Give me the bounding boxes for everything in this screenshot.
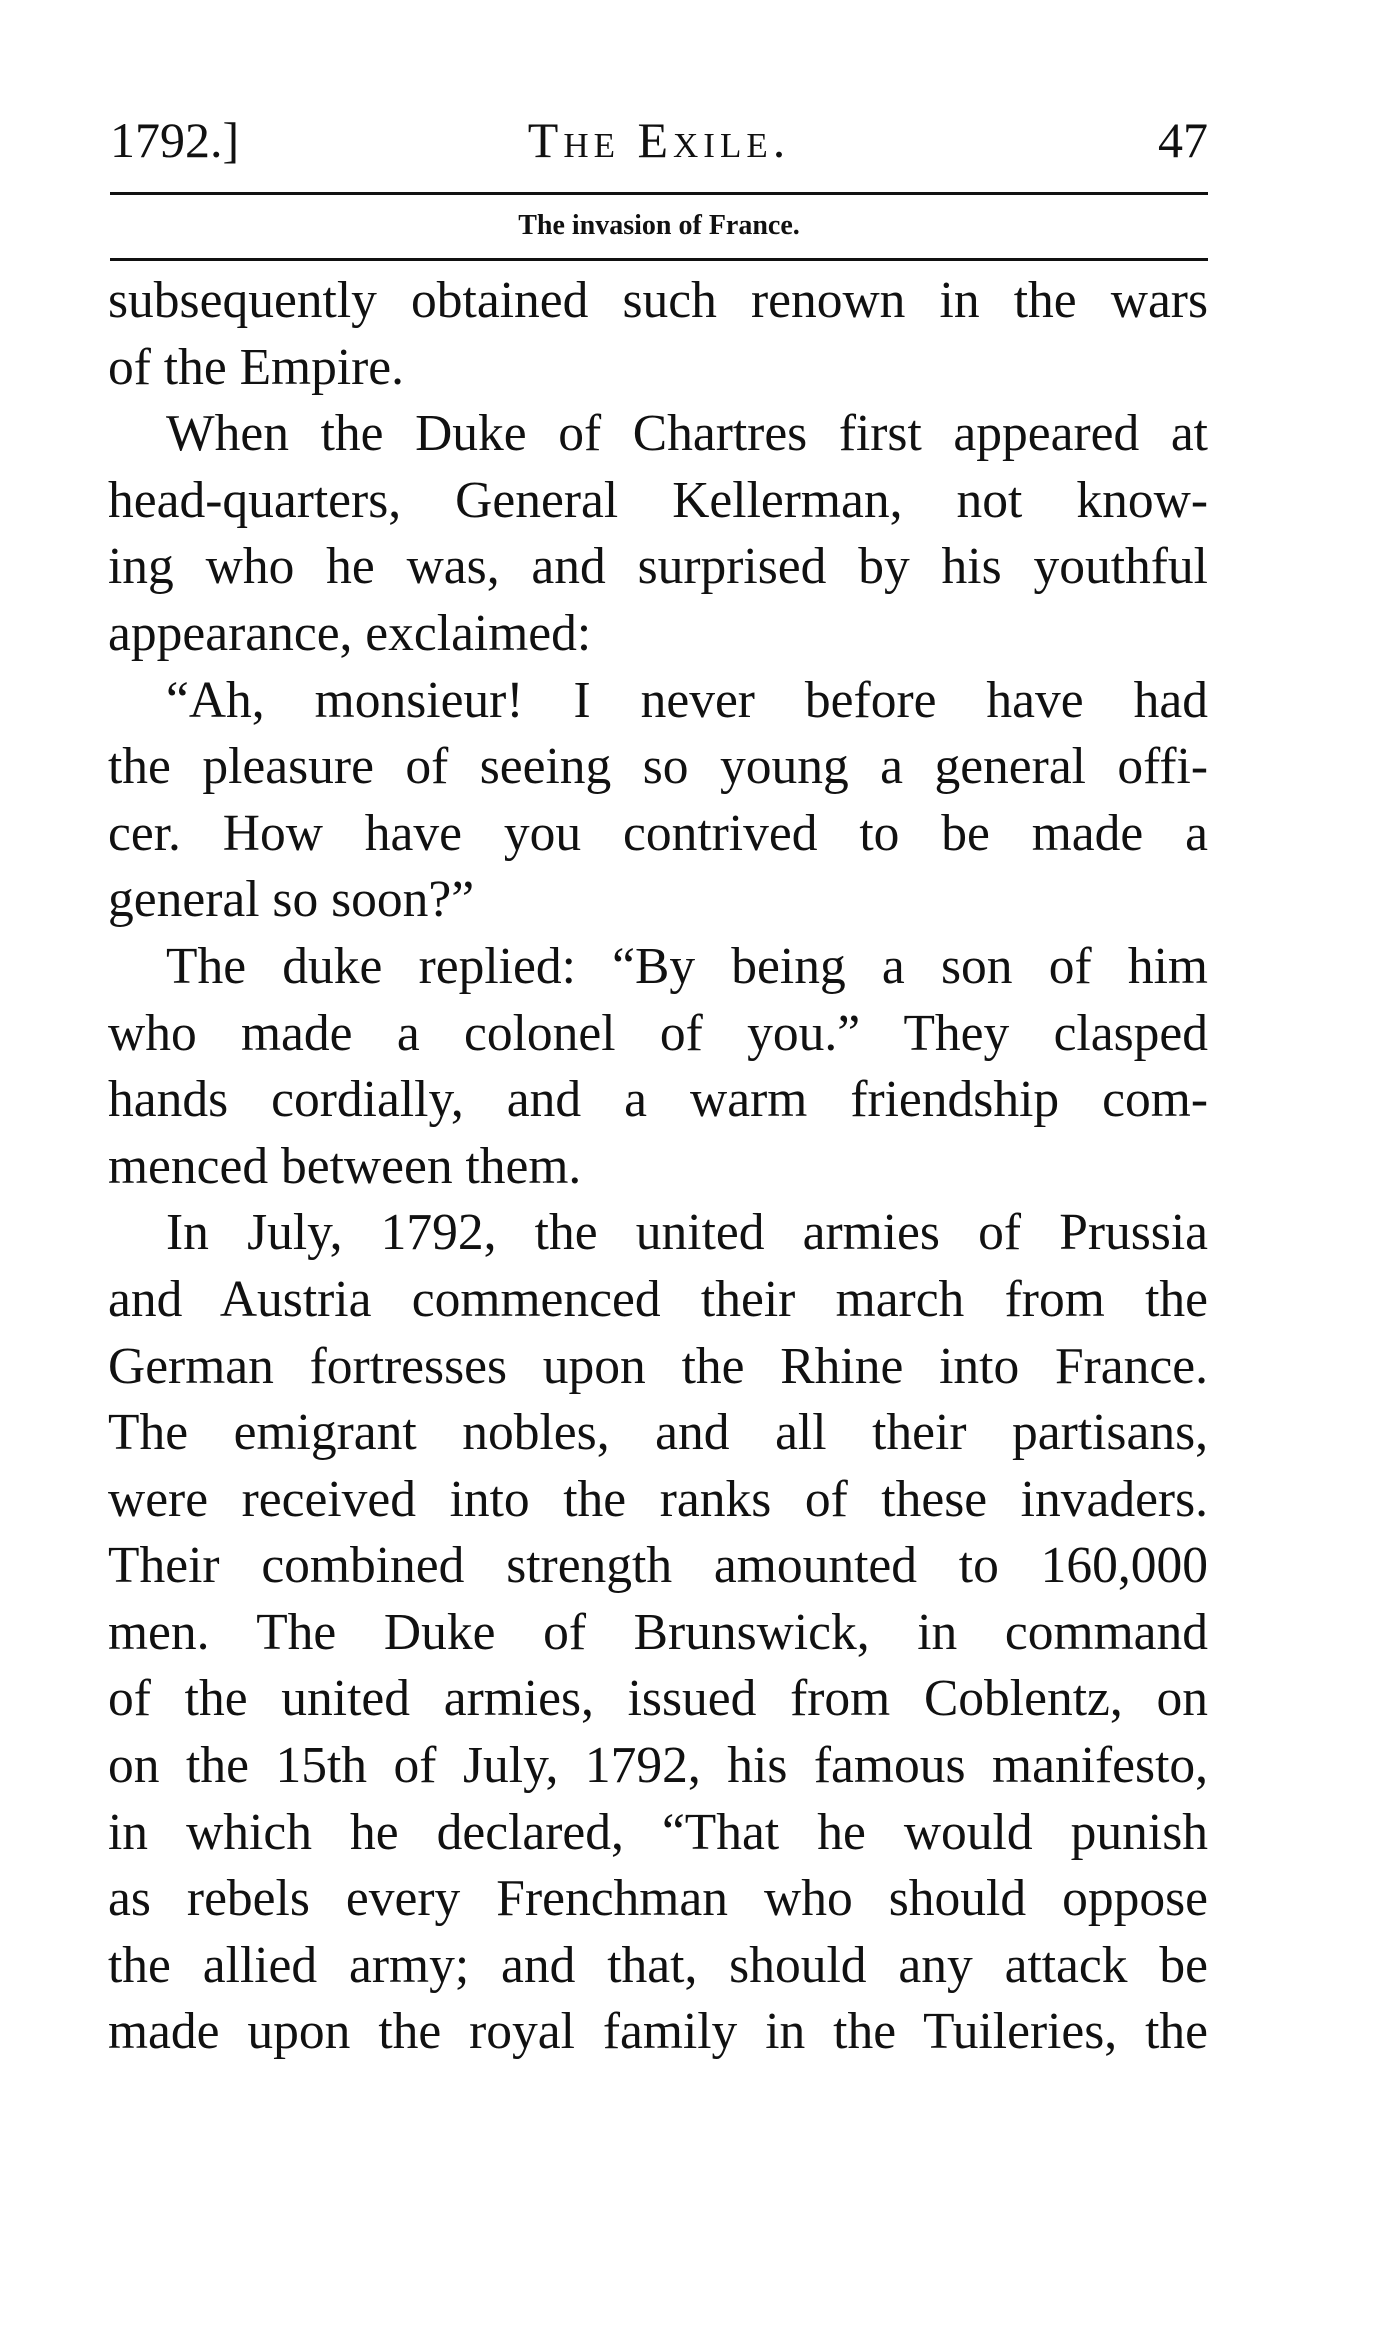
text-line: The emigrant nobles, and all their partisans, [108,1404,1208,1462]
text-line: in which he declared, “That he would punish [108,1803,1208,1861]
text-line: hands cordially, and a warm friendship com- [108,1071,1208,1129]
header-rule-top [110,192,1208,195]
text-line: cer. How have you contrived to be made a [108,804,1208,862]
header-title: The Exile. [527,112,791,168]
text-line: The duke replied: “By being a son of him [166,937,1208,995]
text-line: were received into the ranks of these invaders. [108,1470,1208,1528]
text-line: appearance, exclaimed: [108,604,592,662]
text-line: In July, 1792, the united armies of Prussia [166,1204,1208,1262]
text-line: on the 15th of July, 1792, his famous manifesto, [108,1737,1208,1795]
text-line: who made a colonel of you.” They clasped [108,1004,1208,1062]
text-line: When the Duke of Chartres first appeared at [166,405,1208,463]
page-number: 47 [1158,112,1208,168]
text-line: men. The Duke of Brunswick, in command [108,1603,1208,1661]
section-subheading: The invasion of France. [518,210,800,241]
text-line: “Ah, monsieur! I never before have had [166,671,1208,729]
text-line: the allied army; and that, should any attack be [108,1936,1208,1994]
body-text [108,268,1208,2066]
text-line: as rebels every Frenchman who should oppose [108,1870,1208,1928]
text-line: of the united armies, issued from Coblentz, on [108,1670,1208,1728]
text-line: menced between them. [108,1137,582,1195]
text-line: German fortresses upon the Rhine into France. [108,1337,1208,1395]
header-rule-bottom [110,258,1208,261]
text-line: and Austria commenced their march from the [108,1270,1208,1328]
text-line: subsequently obtained such renown in the wars [108,272,1208,329]
text-line: made upon the royal family in the Tuileries, the [108,2003,1208,2061]
text-line: the pleasure of seeing so young a general offi- [108,738,1208,796]
running-header [110,110,1208,170]
header-year: 1792.] [110,112,240,168]
text-line: Their combined strength amounted to 160,000 [108,1537,1208,1595]
text-line: head-quarters, General Kellerman, not know- [108,471,1208,529]
text-line: ing who he was, and surprised by his youthful [108,538,1208,596]
text-line: general so soon?” [108,871,475,929]
text-line: of the Empire. [108,338,405,396]
